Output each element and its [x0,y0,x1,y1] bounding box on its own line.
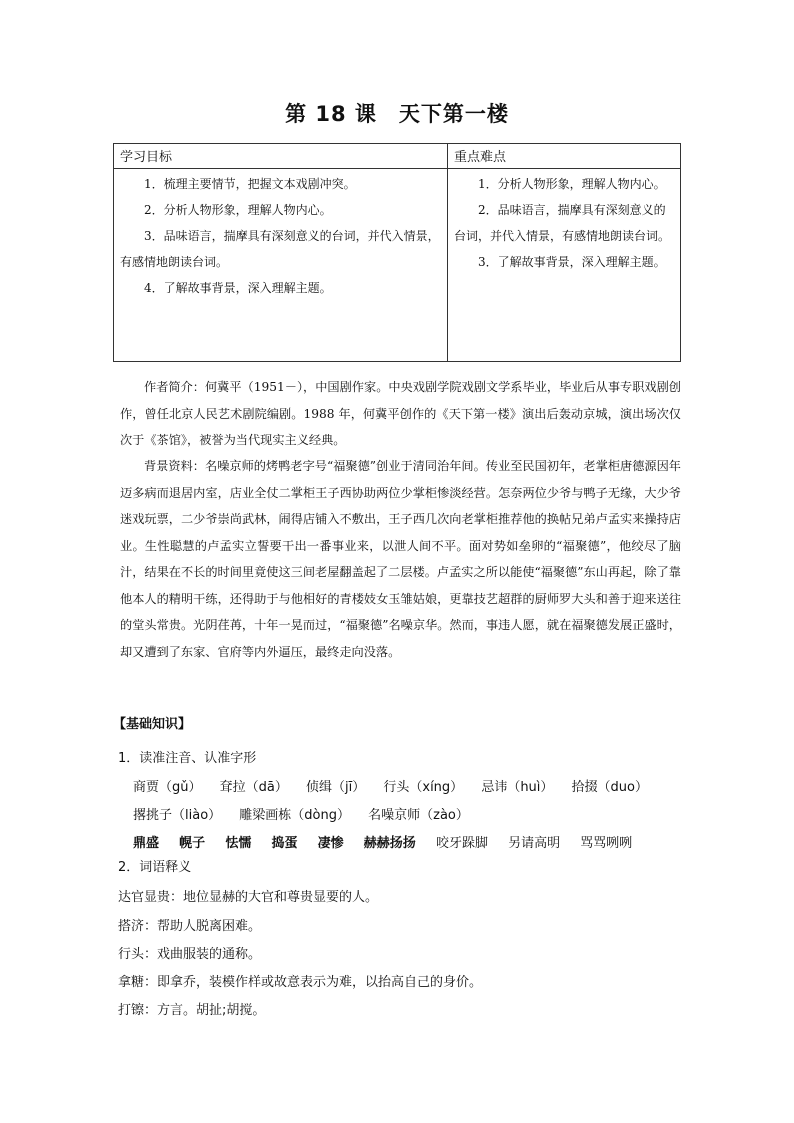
definition-item: 搭济：帮助人脱离困难。 [118,919,262,934]
key-points-header: 重点难点 [448,144,681,169]
learning-goal-item: 2．分析人物形象，理解人物内心。 [144,203,332,217]
definition-item: 行头：戏曲服装的通称。 [118,947,262,962]
word-item: 骂骂咧咧 [580,836,633,851]
learning-goal-item: 4．了解故事背景，深入理解主题。 [144,281,332,295]
background-info: 背景资料：名噪京师的烤鸭老字号“福聚德”创业于清同治年间。传业至民国初年，老掌柜唐德源因年迈多病而退居内室，店业全仗二掌柜王子西协助两位少掌柜惨淡经营。怎奈两位少爷与鸭子无缘，大少爷迷戏玩票，二少爷崇尚武林，闹得店铺入不敷出，王子西几次向老掌柜推荐他的换帖兄弟卢孟实来操持店业。生性聪慧的卢孟实立誓要干出一番事业来，以泄人间不平。面对势如垒卵的“福聚德”，他绞尽了脑汁，结果在不长的时间里竟使这三间老屋翻盖起了二层楼。卢孟实之所以能使“福聚德”东山再起，除了靠他本人的精明干练，还得助于与他相好的青楼妓女玉雏姑娘，更靠技艺超群的厨师罗大头和善于迎来送往的堂头常贵。光阴荏苒，十年一晃而过，“福聚德”名噪京华。然而，事违人愿，就在福聚德发展正盛时，却又遭到了东家、官府等内外逼压，最终走向没落。 [120,459,681,659]
word-item: 凄惨 [317,836,344,851]
word-row [133,804,483,823]
word-item: 咬牙跺脚 [435,836,488,851]
word-item: 撂挑子（liào） [133,808,222,823]
key-point-item: 3．了解故事背景，深入理解主题。 [478,255,666,269]
learning-goals-cell [114,169,448,362]
word-item: 鼎盛 [133,836,160,851]
section-header: 【基础知识】 [113,717,192,732]
word-item: 侦缉（jī） [306,780,366,795]
word-item: 幌子 [179,836,206,851]
definition-item: 打镲：方言。胡扯;胡搅。 [118,1003,266,1018]
word-item: 雕梁画栋（dòng） [239,808,350,823]
word-item: 怯懦 [225,836,252,851]
word-item: 另请高明 [508,836,561,851]
page-title: 第 18 课 天下第一楼 [285,102,509,126]
word-item: 拾掇（duo） [571,780,648,795]
word-item: 赫赫扬扬 [363,836,416,851]
author-intro: 作者简介：何冀平（1951－），中国剧作家。中央戏剧学院戏剧文学系毕业，毕业后从事专职戏剧创作，曾任北京人民艺术剧院编剧。1988 年，何冀平创作的《天下第一楼》演出后轰动京城，演出场次仅次于《茶馆》，被誉为当代现实主义经典。 [120,380,681,447]
word-item: 耷拉（dā） [219,780,288,795]
key-point-item: 1．分析人物形象，理解人物内心。 [478,177,666,191]
goals-table [113,143,681,362]
word-item: 商贾（gǔ） [133,780,202,795]
word-row [133,776,662,795]
key-point-item: 2．品味语言，揣摩具有深刻意义的台词，并代入情景，有感情地朗读台词。 [454,203,671,243]
word-row [133,832,648,851]
word-item: 行头（xíng） [383,780,464,795]
word-item: 捣蛋 [271,836,298,851]
word-item: 忌讳（huì） [481,780,554,795]
pronunciation-heading: 1．读准注音、认准字形 [118,751,257,766]
definition-item: 拿糖：即拿乔，装模作样或故意表示为难，以抬高自己的身价。 [118,975,483,990]
learning-goal-item: 3．品味语言，揣摩具有深刻意义的台词，并代入情景，有感情地朗读台词。 [120,229,440,269]
learning-goal-item: 1．梳理主要情节，把握文本戏剧冲突。 [144,177,356,191]
key-points-cell [448,169,681,362]
learning-goals-header: 学习目标 [114,144,448,169]
definitions-heading: 2．词语释义 [118,860,192,875]
word-item: 名噪京师（zào） [368,808,469,823]
definition-item: 达官显贵：地位显赫的大官和尊贵显要的人。 [118,890,379,905]
